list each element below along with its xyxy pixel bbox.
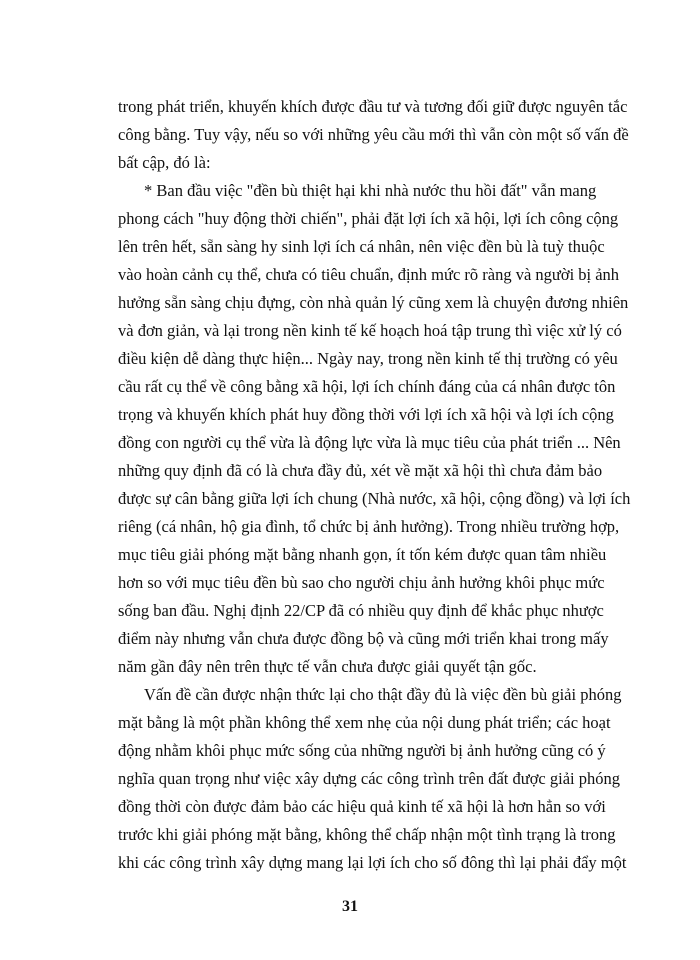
text-line: động nhằm khôi phục mức sống của những người bị ảnh hưởng cũng có ý — [118, 741, 606, 760]
text-line: bất cập, đó là: — [118, 153, 211, 172]
text-line: mục tiêu giải phóng mặt bằng nhanh gọn, ít tốn kém được quan tâm nhiều — [118, 545, 607, 564]
text-line: điều kiện dễ dàng thực hiện... Ngày nay, trong nền kinh tế thị trường có yêu — [118, 349, 618, 368]
text-line: điểm này nhưng vẫn chưa được đồng bộ và cũng mới triển khai trong mấy — [118, 629, 609, 648]
text-line: Vấn đề cần được nhận thức lại cho thật đầy đủ là việc đền bù giải phóng — [144, 685, 622, 704]
text-line: sống ban đầu. Nghị định 22/CP đã có nhiều quy định để khắc phục nhược — [118, 601, 604, 620]
text-line: hưởng sẵn sàng chịu đựng, còn nhà quản lý cũng xem là chuyện đương nhiên — [118, 293, 629, 312]
text-line: khi các công trình xây dựng mang lại lợi ích cho số đông thì lại phải đẩy một — [118, 853, 627, 872]
text-line: riêng (cá nhân, hộ gia đình, tổ chức bị ảnh hưởng). Trong nhiều trường hợp, — [118, 517, 620, 536]
text-line: năm gần đây nên trên thực tế vẫn chưa được giải quyết tận gốc. — [118, 657, 537, 676]
text-line: trong phát triển, khuyến khích được đầu tư và tương đối giữ được nguyên tắc — [118, 97, 628, 116]
text-line: lên trên hết, sẵn sàng hy sinh lợi ích cá nhân, nên việc đền bù là tuỳ thuộc — [118, 237, 605, 256]
text-line: vào hoàn cảnh cụ thể, chưa có tiêu chuẩn, định mức rõ ràng và người bị ảnh — [118, 265, 620, 284]
text-line: mặt bằng là một phần không thể xem nhẹ của nội dung phát triển; các hoạt — [118, 713, 611, 732]
text-line: đồng thời còn được đảm bảo các hiệu quả kinh tế xã hội là hơn hẳn so với — [118, 797, 606, 816]
text-line: và đơn giản, và lại trong nền kinh tế kế hoạch hoá tập trung thì việc xử lý có — [118, 321, 622, 340]
text-line: trọng và khuyến khích phát huy đồng thời với lợi ích xã hội và lợi ích cộng — [118, 405, 614, 424]
page-number: 31 — [342, 898, 358, 915]
text-line: những quy định đã có là chưa đầy đủ, xét về mặt xã hội thì chưa đảm bảo — [118, 461, 603, 480]
text-line: cầu rất cụ thể về công bằng xã hội, lợi ích chính đáng của cá nhân được tôn — [118, 377, 616, 396]
text-line: * Ban đầu việc "đền bù thiệt hại khi nhà nước thu hồi đất" vẫn mang — [144, 181, 597, 200]
text-line: hơn so với mục tiêu đền bù sao cho người chịu ảnh hưởng khôi phục mức — [118, 573, 605, 592]
text-line: được sự cân bằng giữa lợi ích chung (Nhà nước, xã hội, cộng đồng) và lợi ích — [118, 489, 631, 508]
text-line: phong cách "huy động thời chiến", phải đặt lợi ích xã hội, lợi ích công cộng — [118, 209, 619, 228]
text-line: công bằng. Tuy vậy, nếu so với những yêu cầu mới thì vẫn còn một số vấn đề — [118, 125, 629, 144]
text-line: nghĩa quan trọng như việc xây dựng các công trình trên đất được giải phóng — [118, 769, 621, 788]
text-line: trước khi giải phóng mặt bằng, không thể chấp nhận một tình trạng là trong — [118, 825, 616, 844]
text-line: đồng con người cụ thể vừa là động lực vừa là mục tiêu của phát triển ... Nên — [118, 433, 621, 452]
